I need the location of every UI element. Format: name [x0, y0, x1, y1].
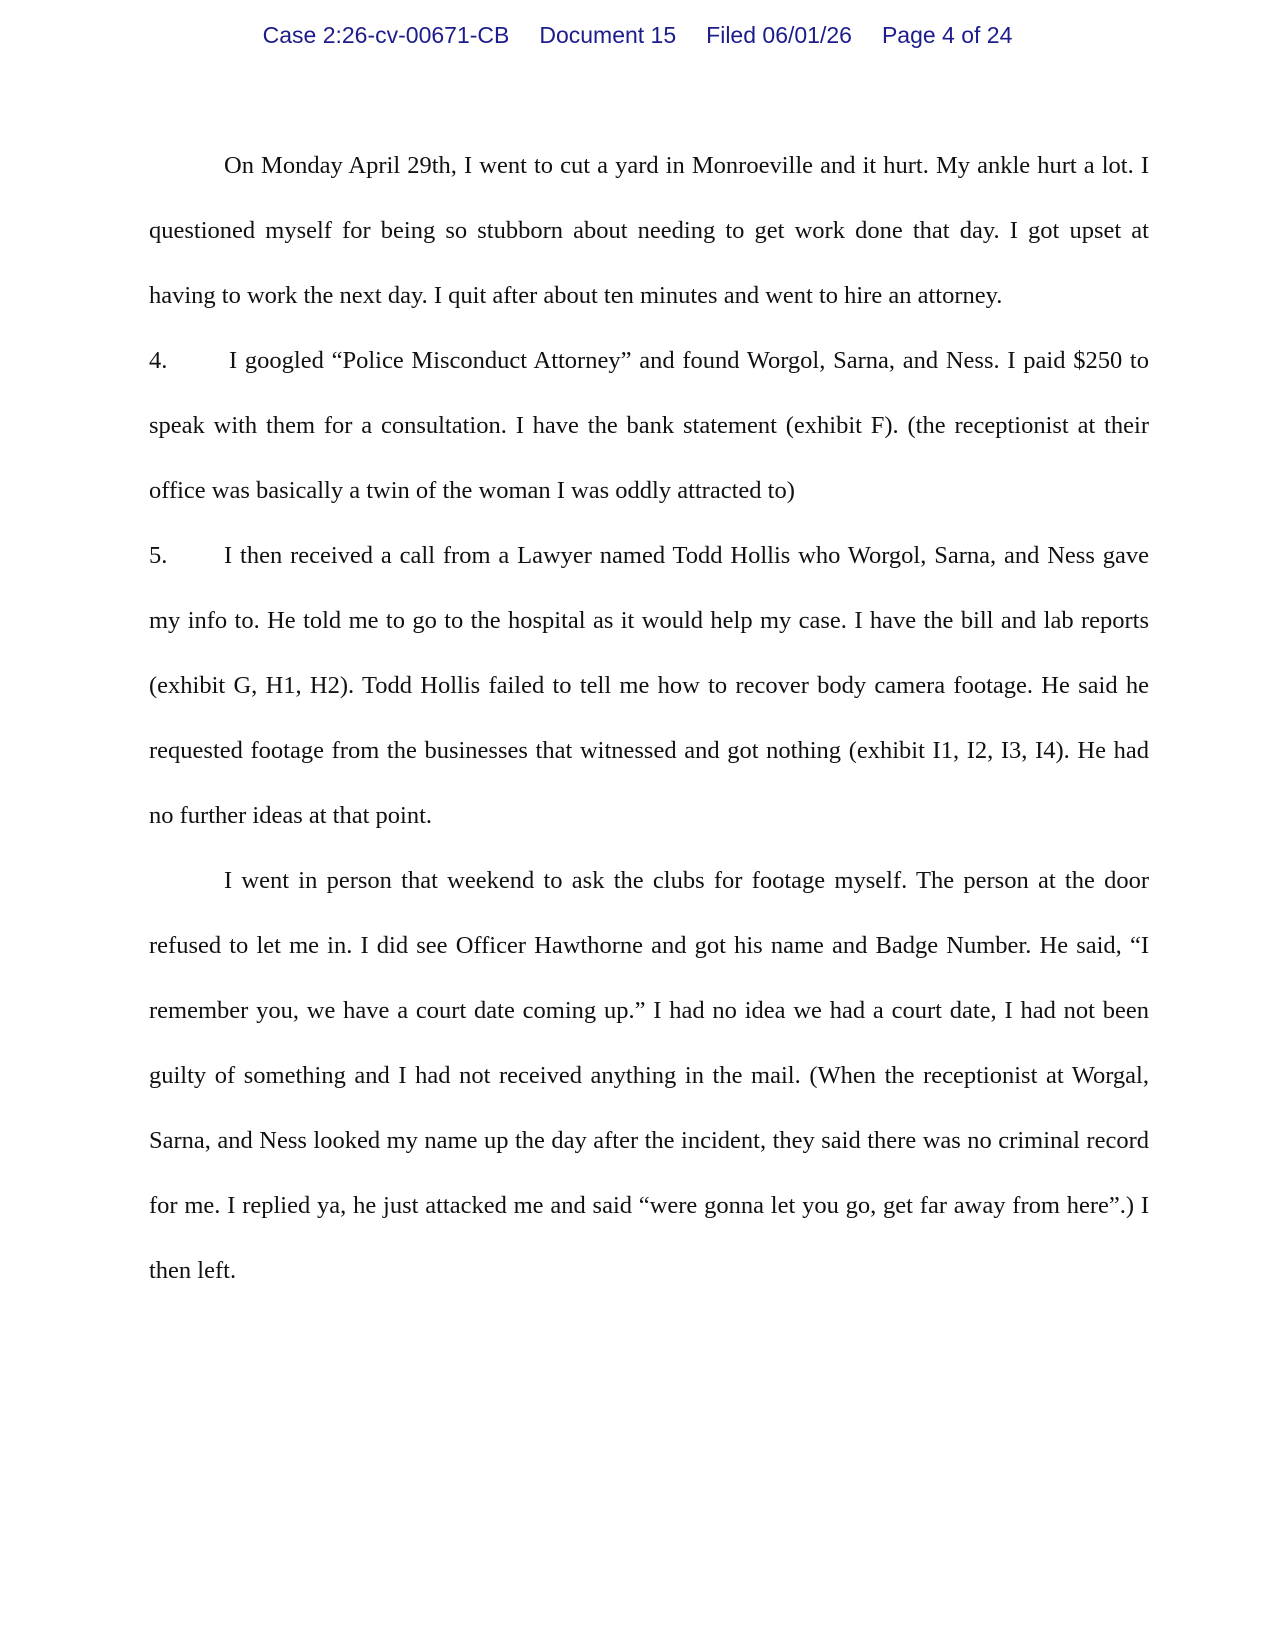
filed-date: Filed 06/01/26: [706, 22, 852, 48]
paragraph-text: I then received a call from a Lawyer named Todd Hollis who Worgol, Sarna, and Ness gave my info to. He told me to go to the hospital as it would help my case. I have the bill and lab reports (exhibit G, H1, H2). Todd Hollis failed to tell me how to recover body camera footage. He said he requested footage from the businesses that witnessed and got nothing (exhibit I1, I2, I3, I4). He had no further ideas at that point.: [149, 542, 1149, 829]
paragraph-number: 4.: [149, 347, 168, 374]
paragraph-text: I googled “Police Misconduct Attorney” and found Worgol, Sarna, and Ness. I paid $250 to speak with them for a consultation. I have the bank statement (exhibit F). (the receptionist at their office was basically a twin of the woman I was oddly attracted to): [149, 347, 1149, 504]
paragraph-weekend: I went in person that weekend to ask the clubs for footage myself. The person at the door refused to let me in. I did see Officer Hawthorne and got his name and Badge Number. He said, “I remember you, we have a court date coming up.” I had no idea we had a court date, I had not been guilty of something and I had not received anything in the mail. (When the receptionist at Worgal, Sarna, and Ness looked my name up the day after the incident, they said there was no criminal record for me. I replied ya, he just attacked me and said “were gonna let you go, get far away from here”.) I then left.: [149, 867, 1149, 1284]
document-number: Document 15: [539, 22, 677, 48]
paragraph-number: 5.: [149, 542, 168, 569]
page-number: Page 4 of 24: [881, 22, 1013, 48]
document-body: [149, 133, 1149, 1303]
court-filing-header: [0, 22, 1275, 49]
case-number: Case 2:26-cv-00671-CB: [262, 22, 510, 48]
paragraph-4: [149, 328, 1149, 523]
paragraph-5: [149, 523, 1149, 848]
paragraph-monday: On Monday April 29th, I went to cut a yard in Monroeville and it hurt. My ankle hurt a lot. I questioned myself for being so stubborn about needing to get work done that day. I got upset at having to work the next day. I quit after about ten minutes and went to hire an attorney.: [149, 152, 1149, 309]
